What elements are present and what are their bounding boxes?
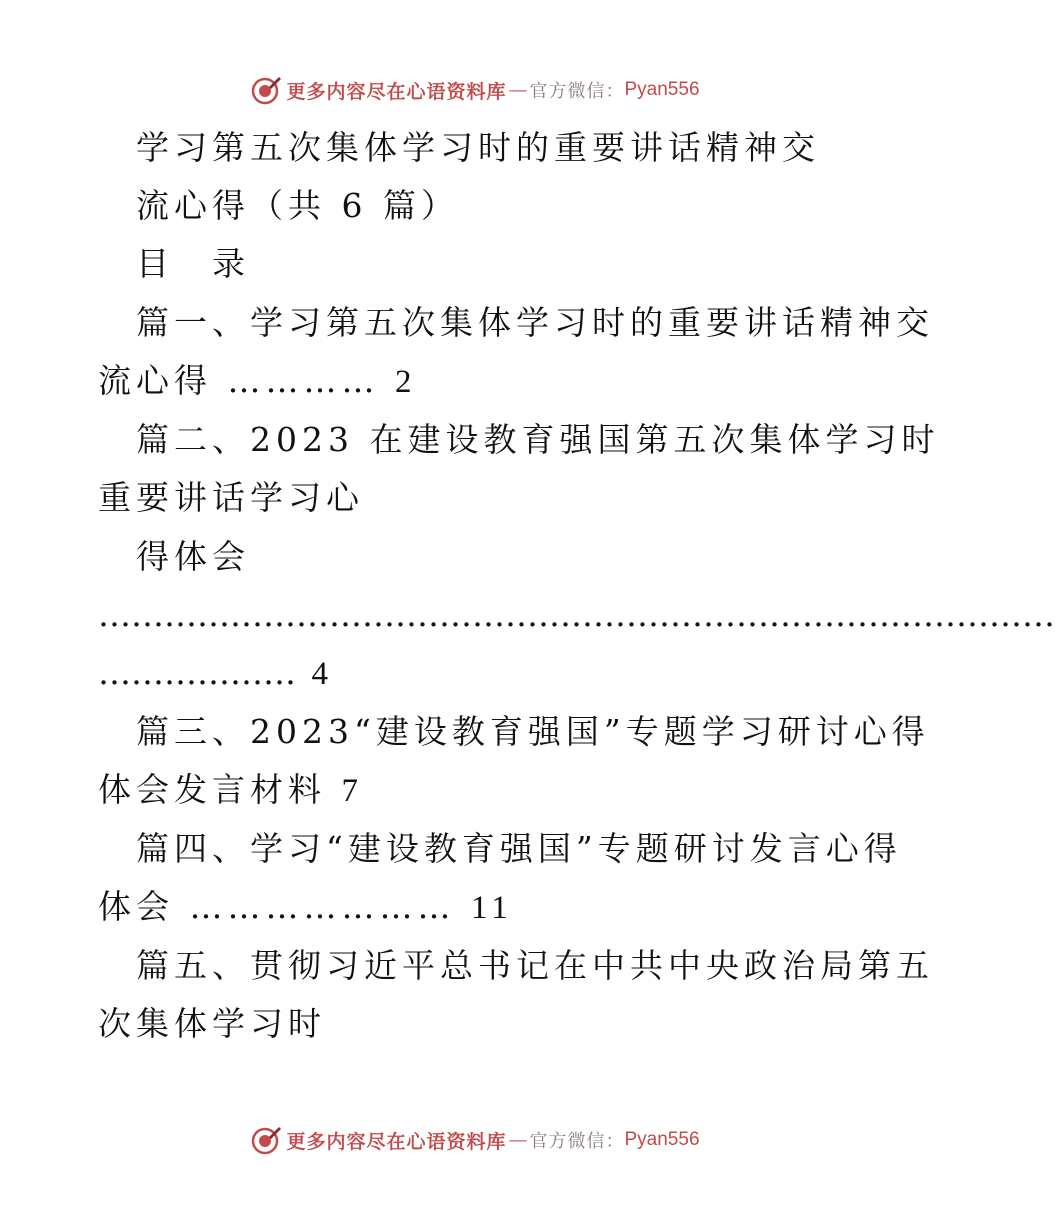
footer-watermark [0,1120,950,1160]
toc-entry-2-line-5 [98,653,333,694]
watermark-dash: — [508,79,528,101]
toc-entry-1-line-1: 篇一、学习第五次集体学习时的重要讲话精神交 [136,303,934,342]
watermark-label: 官方微信： [529,81,625,102]
toc-entry-5-line-2: 次集体学习时 [98,1004,326,1043]
toc-entry-3-text: 体会发言材料 [98,770,326,809]
watermark-account: Pyan556 [624,79,700,100]
document-title-line-1: 学习第五次集体学习时的重要讲话精神交 [136,128,820,167]
toc-entry-4-page: 11 [471,890,513,926]
toc-entry-1-text: 流心得 ………… [98,361,380,400]
toc-entry-2-line-3: 得体会 [136,537,250,576]
watermark-account: Pyan556 [624,1129,700,1150]
pen-logo-icon [250,74,282,106]
toc-entry-3-line-2 [98,770,363,811]
watermark-site: 更多内容尽在心语资料库 [286,80,507,103]
toc-entry-4-line-1: 篇四、学习“建设教育强国”专题研讨发言心得 [136,829,902,868]
document-title-line-2: 流心得（共 6 篇） [136,186,459,225]
toc-entry-3-page: 7 [341,773,363,809]
watermark-dash: — [508,1129,528,1151]
watermark-site: 更多内容尽在心语资料库 [286,1130,507,1153]
toc-entry-2-leader-dots: …………………………………………………………………………… [98,595,1055,634]
toc-entry-3-line-1: 篇三、2023“建设教育强国”专题学习研讨心得 [136,712,930,751]
toc-entry-4-line-2 [98,887,513,928]
toc-entry-2-line-1: 篇二、2023 在建设教育强国第五次集体学习时 [136,420,940,459]
toc-entry-4-text: 体会 ………………… [98,887,456,926]
watermark-label: 官方微信： [529,1131,625,1152]
header-watermark [0,70,950,110]
toc-entry-1-line-2 [98,361,417,402]
toc-entry-5-line-1: 篇五、贯彻习近平总书记在中共中央政治局第五 [136,946,934,985]
toc-entry-2-line-2: 重要讲话学习心 [98,478,364,517]
toc-entry-1-page: 2 [395,364,417,400]
toc-entry-2-leader-tail: ……………… [98,653,296,692]
toc-entry-2-page: 4 [311,656,333,692]
pen-logo-icon [250,1124,282,1156]
toc-heading: 目 录 [136,244,250,283]
